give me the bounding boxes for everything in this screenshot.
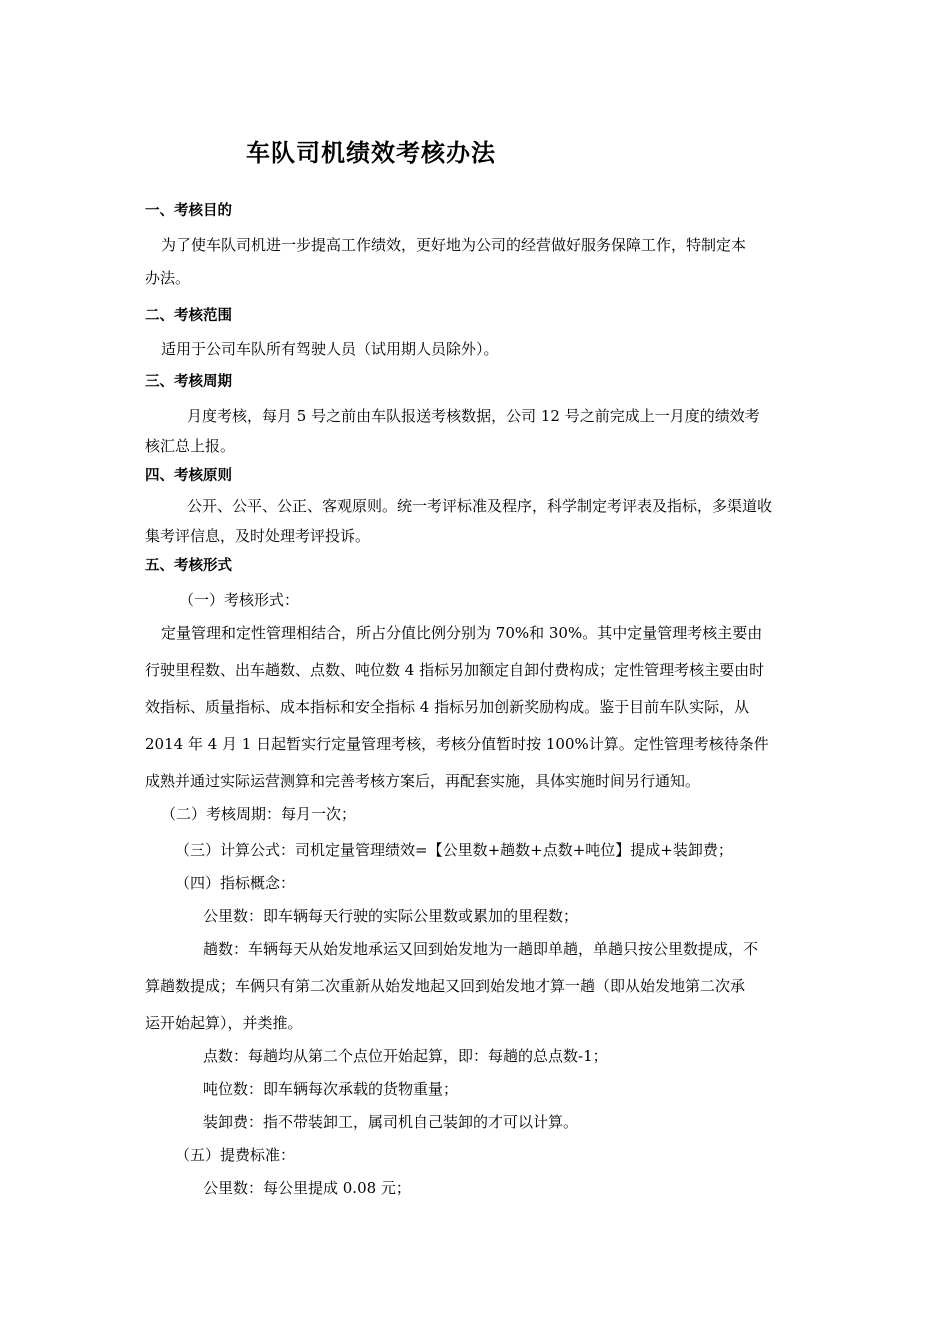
paragraph-line: 公开、公平、公正、客观原则。统一考评标准及程序，科学制定考评表及指标，多渠道收 (187, 497, 773, 515)
section-heading-cycle: 三、考核周期 (145, 374, 232, 390)
definition-loading-fee: 装卸费：指不带装卸工，属司机自己装卸的才可以计算。 (203, 1113, 579, 1131)
paragraph-line: 核汇总上报。 (145, 437, 236, 455)
document-title: 车队司机绩效考核办法 (246, 139, 496, 167)
paragraph-line: 月度考核，每月 5 号之前由车队报送考核数据，公司 12 号之前完成上一月度的绩效考 (187, 407, 760, 425)
paragraph-line: 行驶里程数、出车趟数、点数、吨位数 4 指标另加额定自卸付费构成；定性管理考核主要由时 (145, 661, 765, 679)
subheading-fee-standard: （五）提费标准： (175, 1146, 296, 1164)
paragraph-line: 成熟并通过实际运营测算和完善考核方案后，再配套实施，具体实施时间另行通知。 (145, 772, 701, 790)
subheading-formula: （三）计算公式：司机定量管理绩效=【公里数+趟数+点数+吨位】提成+装卸费； (175, 841, 733, 859)
paragraph-line: 定量管理和定性管理相结合，所占分值比例分别为 70%和 30%。其中定量管理考核主要由 (161, 624, 763, 642)
section-heading-scope: 二、考核范围 (145, 308, 232, 324)
paragraph-line: 2014 年 4 月 1 日起暂实行定量管理考核，考核分值暂时按 100%计算。定性管理考核待条件 (145, 735, 769, 753)
fee-kilometers: 公里数：每公里提成 0.08 元； (203, 1179, 411, 1197)
section-heading-form: 五、考核形式 (145, 558, 232, 574)
paragraph-line: 为了使车队司机进一步提高工作绩效，更好地为公司的经营做好服务保障工作，特制定本 (161, 236, 747, 254)
paragraph-line: 适用于公司车队所有驾驶人员（试用期人员除外）。 (161, 340, 499, 358)
definition-kilometers: 公里数：即车辆每天行驶的实际公里数或累加的里程数； (203, 907, 579, 925)
section-heading-purpose: 一、考核目的 (145, 203, 232, 219)
definition-tonnage: 吨位数：即车辆每次承载的货物重量； (203, 1080, 459, 1098)
paragraph-line: 效指标、质量指标、成本指标和安全指标 4 指标另加创新奖励构成。鉴于目前车队实际，从 (145, 698, 750, 716)
subheading-form: （一）考核形式： (179, 591, 300, 609)
paragraph-line: 办法。 (145, 269, 191, 287)
paragraph-line: 运开始起算），并类推。 (145, 1014, 303, 1032)
definition-points: 点数：每趟均从第二个点位开始起算，即：每趟的总点数-1； (203, 1047, 608, 1065)
definition-trips: 趟数：车辆每天从始发地承运又回到始发地为一趟即单趟，单趟只按公里数提成，不 (203, 940, 759, 958)
subheading-cycle: （二）考核周期：每月一次； (161, 805, 357, 823)
paragraph-line: 算趟数提成；车俩只有第二次重新从始发地起又回到始发地才算一趟（即从始发地第二次承 (145, 977, 746, 995)
subheading-indicators: （四）指标概念： (175, 874, 296, 892)
paragraph-line: 集考评信息，及时处理考评投诉。 (145, 527, 371, 545)
section-heading-principles: 四、考核原则 (145, 468, 232, 484)
